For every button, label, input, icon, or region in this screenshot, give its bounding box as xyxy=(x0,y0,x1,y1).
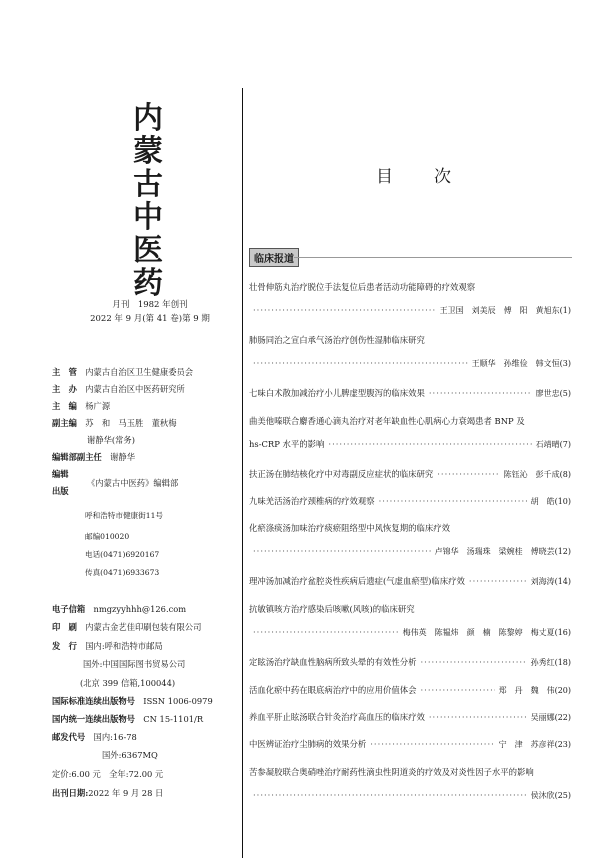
detail-row: 发 行 国内:呼和浩特市邮局 xyxy=(52,641,163,651)
toc-entry[interactable] xyxy=(249,575,571,588)
address-line: 邮编010020 xyxy=(85,532,130,541)
entry-title: 曲美他嗪联合麝香通心滴丸治疗对老年缺血性心肌病心力衰竭患者 BNP 及 xyxy=(249,416,525,426)
entry-authors: 郑 丹 魏 伟(20) xyxy=(498,686,571,695)
toc-entry[interactable] xyxy=(249,656,571,669)
publisher: 《内蒙古中医药》编辑部 xyxy=(87,478,179,488)
masthead-column xyxy=(0,0,240,863)
entry-title: 定眩汤治疗缺血性脑病所致头晕的有效性分析 xyxy=(249,657,417,667)
toc-entry[interactable] xyxy=(249,603,571,639)
detail-row: 国内统一连续出版物号 CN 15-1101/R xyxy=(52,714,204,724)
masthead-row: 编辑 xyxy=(52,469,69,479)
detail-row: 国外:中国国际图书贸易公司 xyxy=(83,659,186,669)
entry-authors: 梅伟英 陈韫炜 颜 楠 陈黎婷 梅丈夏(16) xyxy=(402,628,571,637)
toc-entry[interactable] xyxy=(249,468,571,481)
entry-title: 七味白术散加减治疗小儿脾虚型腹泻的临床效果 xyxy=(249,388,425,398)
leader-dots xyxy=(437,468,499,480)
toc-entry[interactable] xyxy=(249,387,571,400)
leader-dots xyxy=(469,575,527,587)
entry-title: 苦参凝胶联合奥硝唑治疗耐药性滴虫性阴道炎的疗效及对炎性因子水平的影响 xyxy=(249,767,534,777)
entry-authors: 吴丽娜(22) xyxy=(530,713,571,722)
entry-title: 理冲汤加减治疗盆腔炎性疾病后遗症(气虚血瘀型)临床疗效 xyxy=(249,576,465,586)
leader-dots xyxy=(429,711,527,723)
toc-entry[interactable] xyxy=(249,738,571,751)
toc-entry[interactable] xyxy=(249,684,571,697)
entry-authors: 侯沐欣(25) xyxy=(530,791,571,800)
toc-entry[interactable] xyxy=(249,711,571,724)
journal-title-char: 内 xyxy=(133,101,163,136)
entry-title: 化瘀涤痰汤加味治疗痰瘀阻络型中风恢复期的临床疗效 xyxy=(249,523,450,533)
journal-title-char: 医 xyxy=(133,233,163,268)
toc-entry[interactable] xyxy=(249,495,571,508)
entry-authors: 刘海涛(14) xyxy=(530,577,571,586)
leader-dots xyxy=(253,304,436,316)
journal-title-char: 古 xyxy=(133,167,163,202)
journal-title xyxy=(128,102,168,300)
entry-authors: 王顺华 孙维俭 韩文恒(3) xyxy=(471,359,571,368)
masthead-row: 主 办 内蒙古自治区中医药研究所 xyxy=(52,384,185,394)
entry-title: 中医辨证治疗尘肺病的效果分析 xyxy=(249,739,367,749)
leader-dots xyxy=(421,684,495,696)
leader-dots xyxy=(370,738,494,750)
entry-title: 扶正汤在肺结核化疗中对毒副反应症状的临床研究 xyxy=(249,469,434,479)
detail-row: 定价:6.00 元 全年:72.00 元 xyxy=(52,769,164,779)
leader-dots xyxy=(253,545,431,557)
masthead-row: 副主编 苏 和 马玉胜 董秋梅 xyxy=(52,418,177,428)
column-divider xyxy=(242,88,243,858)
masthead-row: 主 编 杨广源 xyxy=(52,401,111,411)
leader-dots xyxy=(253,626,399,638)
masthead-row: 谢静华(常务) xyxy=(87,435,135,445)
entry-authors: 卢锦华 汤瑞珠 梁婉桂 傅晓芸(12) xyxy=(434,547,571,556)
toc-entry[interactable] xyxy=(249,766,571,802)
leader-dots xyxy=(253,357,468,369)
leader-dots xyxy=(379,495,527,507)
detail-row: 邮发代号 国内:16-78 xyxy=(52,732,137,742)
entry-title: 养血平肝止眩汤联合针灸治疗高血压的临床疗效 xyxy=(249,712,425,722)
journal-title-char: 药 xyxy=(133,266,163,301)
entry-title-cont: hs-CRP 水平的影响 xyxy=(249,439,325,449)
masthead-row: 主 管 内蒙古自治区卫生健康委员会 xyxy=(52,367,194,377)
address-line: 呼和浩特市健康街11号 xyxy=(85,511,164,520)
issue-line: 2022 年 9 月(第 41 卷)第 9 期 xyxy=(90,314,210,324)
toc-entry[interactable] xyxy=(249,334,571,370)
entry-authors: 孙秀红(18) xyxy=(530,658,571,667)
toc-entry[interactable] xyxy=(249,281,571,317)
entry-authors: 王卫国 刘美辰 傅 阳 黄旭东(1) xyxy=(439,306,571,315)
detail-row: 国际标准连续出版物号 ISSN 1006-0979 xyxy=(52,696,213,706)
leader-dots xyxy=(429,387,532,399)
entry-authors: 胡 皓(10) xyxy=(530,497,571,506)
detail-row: 出刊日期:2022 年 9 月 28 日 xyxy=(52,788,164,798)
journal-title-char: 蒙 xyxy=(133,134,163,169)
toc-entry[interactable] xyxy=(249,522,571,558)
masthead-row: 编辑部副主任 谢静华 xyxy=(52,452,136,462)
detail-row: 国外:6367MQ xyxy=(102,750,158,760)
leader-dots xyxy=(421,656,527,668)
journal-title-char: 中 xyxy=(133,200,163,235)
entry-title: 九味羌活汤治疗颈椎病的疗效观察 xyxy=(249,496,375,506)
toc-entry[interactable] xyxy=(249,415,571,451)
masthead-row: 出版 xyxy=(52,486,69,496)
detail-row: 电子信箱 nmgzyyhhh@126.com xyxy=(52,604,187,614)
section-rule xyxy=(294,257,572,258)
address-line: 传真(0471)6933673 xyxy=(85,568,160,577)
detail-row: (北京 399 信箱,100044) xyxy=(80,678,176,688)
entry-title: 肺肠同治之宣白承气汤治疗创伤性湿肺临床研究 xyxy=(249,335,425,345)
entry-authors: 陈钰沁 彭千成(8) xyxy=(503,470,571,479)
entry-title: 抗敏镇咳方治疗感染后咳嗽(风咳)的临床研究 xyxy=(249,604,415,614)
entry-title: 活血化瘀中药在眼底病治疗中的应用价值体会 xyxy=(249,685,417,695)
toc-heading: 目 次 xyxy=(376,167,463,187)
entry-title: 壮骨伸筋丸治疗脱位手法复位后患者活动功能障碍的疗效观察 xyxy=(249,282,476,292)
founded-line: 月刊 1982 年创刊 xyxy=(112,300,188,310)
entry-authors: 石靖晴(7) xyxy=(535,440,571,449)
entry-authors: 廖世忠(5) xyxy=(535,389,571,398)
address-line: 电话(0471)6920167 xyxy=(85,550,160,559)
leader-dots xyxy=(253,789,527,801)
entry-authors: 宁 津 苏彦祥(23) xyxy=(498,740,571,749)
section-label: 临床报道 xyxy=(249,248,299,267)
publication-info xyxy=(60,298,240,326)
detail-row: 印 刷 内蒙古金艺佳印刷包装有限公司 xyxy=(52,622,202,632)
leader-dots xyxy=(328,438,531,450)
